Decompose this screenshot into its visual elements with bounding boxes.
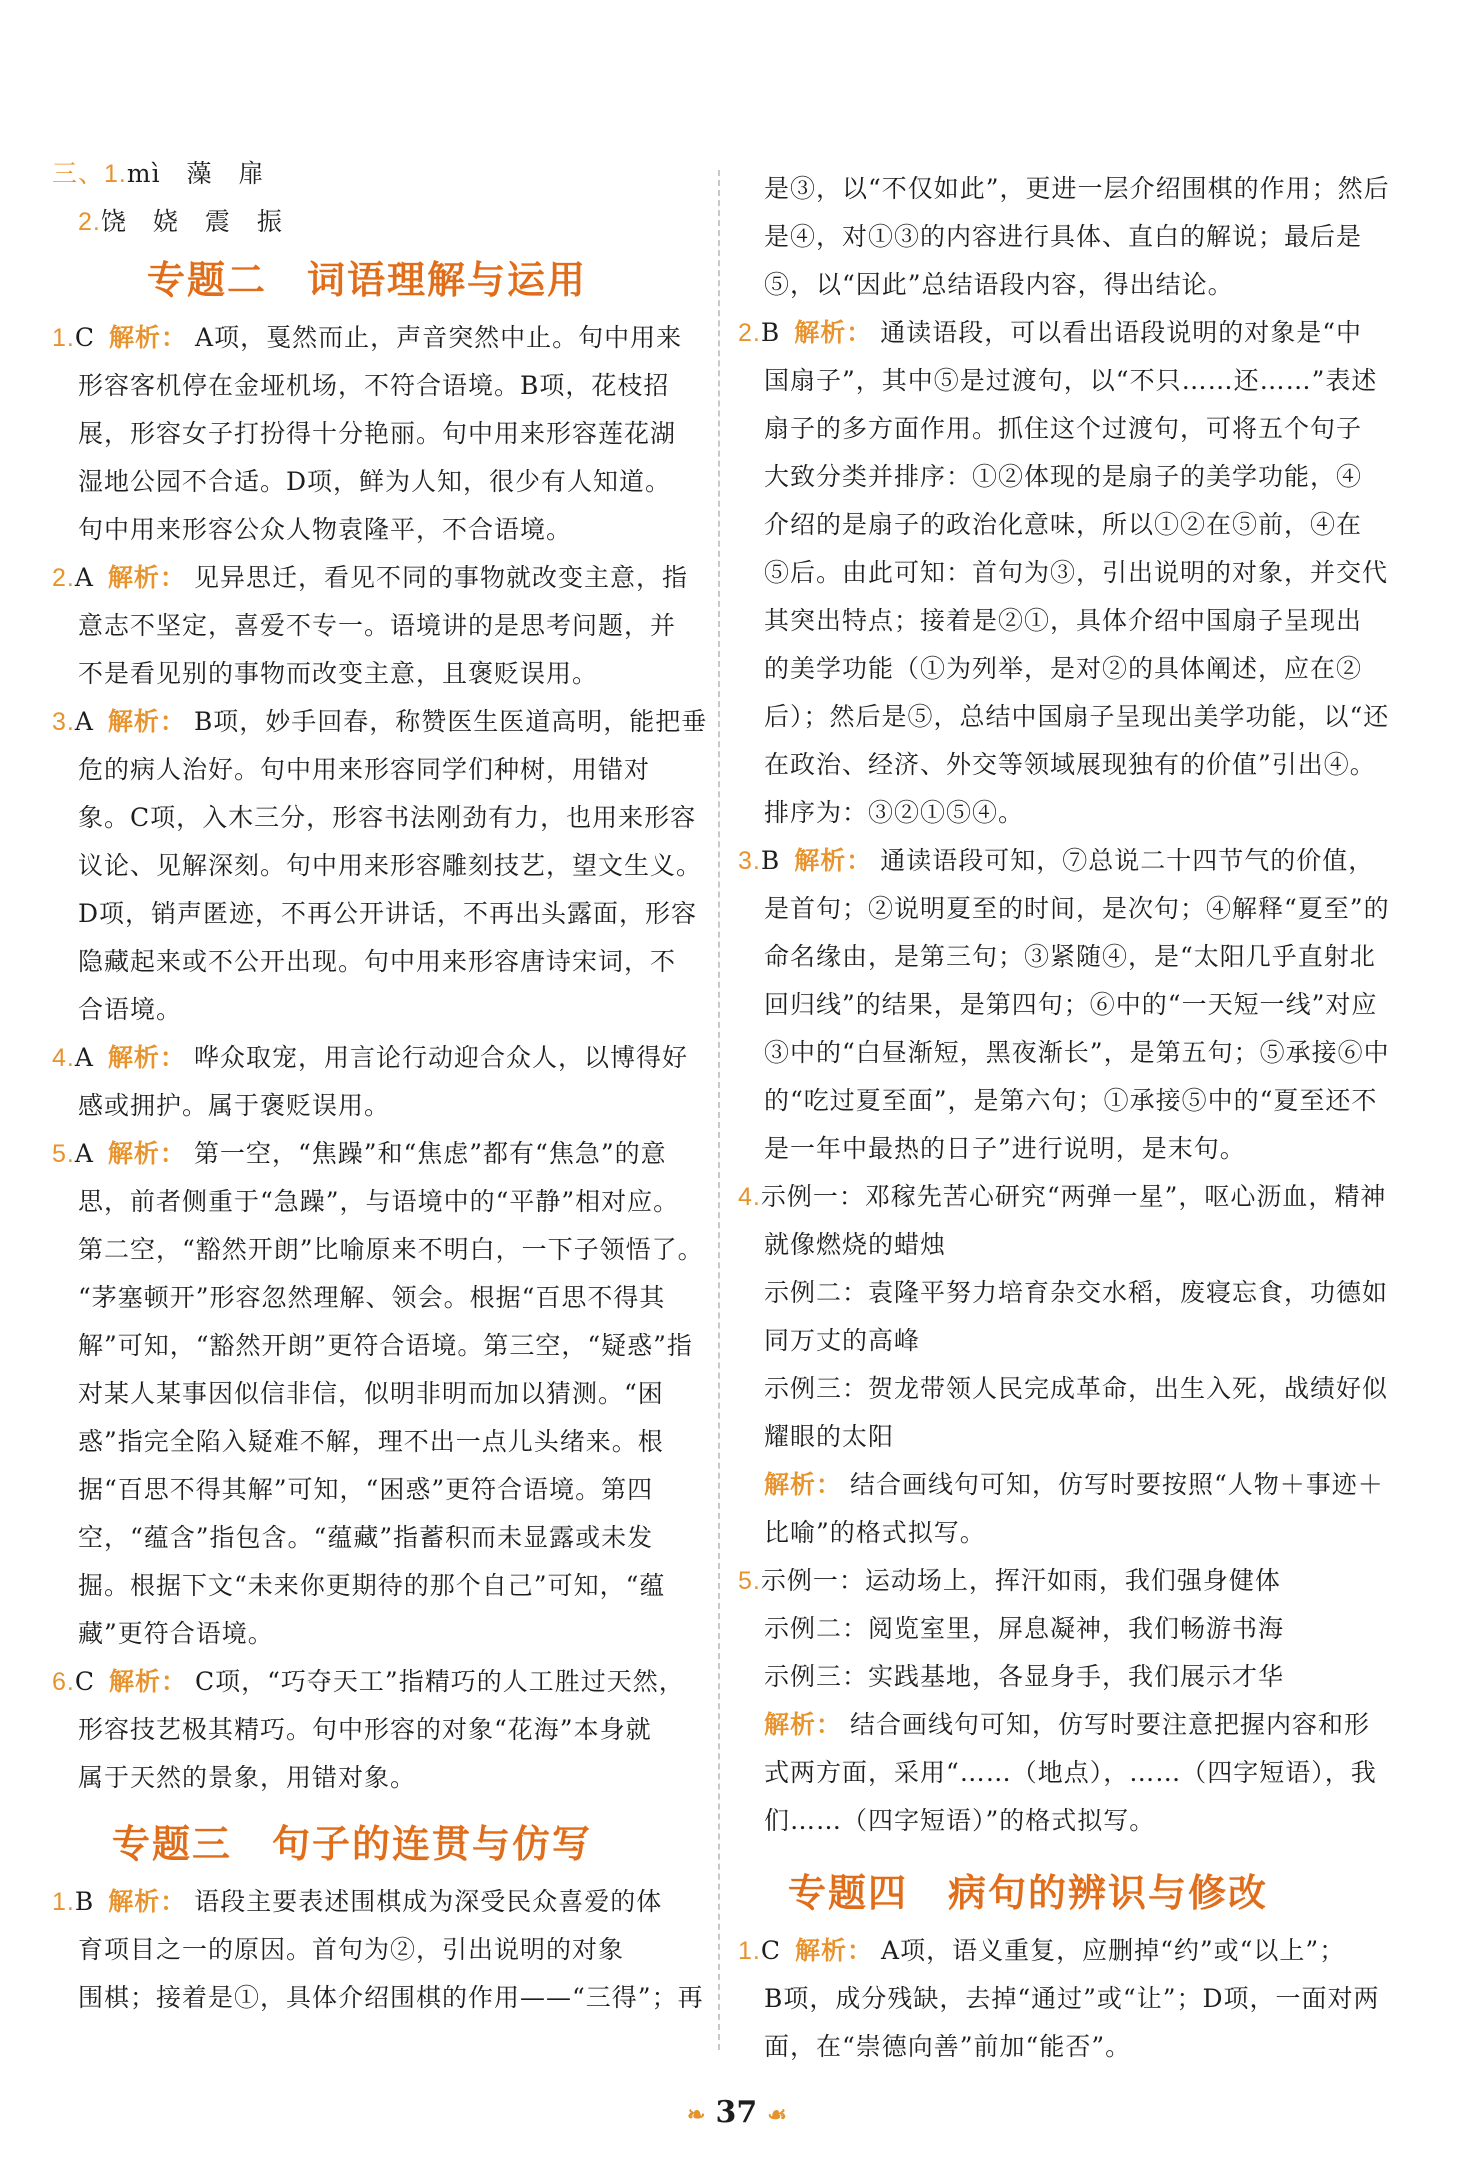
left-column bbox=[52, 150, 708, 2022]
section-heading-2: 专题二 词语理解与运用 bbox=[147, 258, 588, 302]
answer-item: 6.C 解析： C项，“巧夺天工”指精巧的人工胜过天然， 形容技艺极其精巧。句中形容的对象“花海”本身就 属于天然的景象，用错对象。 bbox=[52, 1667, 685, 1792]
answer-item: 3.B 解析： 通读语段可知，⑦总说二十四节气的价值， 是首句；②说明夏至的时间，是次句；④解释“夏至”的 命名缘由，是第三句；③紧随④，是“太阳几乎直射北 回归线”的结果，是第四句；⑥中的“一天短一线”对应 ③中的“白昼渐短，黑夜渐长”，是第五句；⑤承接⑥中 的“吃过夏至面”，是第六句；①承接⑤中的“夏至还不 是一年中最热的日子”进行说明，是末句。 bbox=[738, 846, 1390, 1163]
analysis-label: 解析： bbox=[107, 1044, 186, 1072]
analysis-label: 解析： bbox=[107, 708, 186, 736]
right-column: 是③，以“不仅如此”，更进一层介绍围棋的作用；然后 是④，对①③的内容进行具体、直白的解说；最后是 ⑤，以“因此”总结语段内容，得出结论。 2.B 解析： 通读语段，可以看出语段说明的对象是“中 国扇子”，其中⑤是过渡句，以“不只……还……”表述 扇子的多方面作用。抓住这个过渡句，可将五个句子 大致分类并排序：①②体现的是扇子的美学功能，④ 介绍的是扇子的政治化意味，所以①②在⑤前，④在 ⑤后。由此可知：首句为③，引出说明的对象，并交代 其突出特点；接着是②①，具体介绍中国扇子呈现出 的美学功能（①为列举，是对②的具体阐述，应在② 后）；然后是⑤，总结中国扇子呈现出美学功能，以“还 在政治、经济、外交等领域展现独有的价值”引出④。 排序为：③②①⑤④。 3.B 解析： 通读语段可知，⑦总说二十四节气的价值， 是首句；②说明夏至的时间，是次句；④解释“夏至”的 命名缘由，是第三句；③紧随④，是“太阳几乎直射北 回归线”的结果，是第四句；⑥中的“一天短一线”对应 ③中的“白昼渐短，黑夜渐长”，是第五句；⑤承接⑥中 的“吃过夏至面”，是第六句；①承接⑤中的“夏至还不 是一年中最热的日子”进行说明，是末句。 4.示例一：邓稼先苦心研究“两弹一星”，呕心沥血，精神 就像燃烧的蜡烛 示例二：袁隆平努力培育杂交水稻，废寝忘食，功德如 同万丈的高峰 示例三：贺龙带领人民完成革命，出生入死，战绩好似 耀眼的太阳 解析： 结合画线句可知，仿写时要按照“人物＋事迹＋ 比喻”的格式拟写。 5.示例一：运动场上，挥汗如雨，我们强身健体 示例二：阅览室里，屏息凝神，我们畅游书海 示例三：实践基地，各显身手，我们展示才华 解析： 结合画线句可知，仿写时要注意把握内容和形 式两方面，采用“……（地点），……（四字短语），我 们……（四字短语）”的格式拟写。 专题四 病句的辨识与修改 1.C 解析： A项，语义重复，应删掉“约”或“以上”； B项，成分残缺，去掉“通过”或“让”；D项，一面对两 面，在“崇德向善”前加“能否”。 bbox=[738, 165, 1378, 2071]
ornament-icon: ❧ bbox=[687, 2102, 706, 2128]
analysis-label: 解析： bbox=[795, 1937, 874, 1965]
answer-item: 5.A 解析： 第一空，“焦躁”和“焦虑”都有“焦急”的意 思，前者侧重于“急躁”，与语境中的“平静”相对应。 第二空，“豁然开朗”比喻原来不明白，一下子领悟了。 “茅塞顿开”形容忽然理解、领会。根据“百思不得其 解”可知，“豁然开朗”更符合语境。第三空，“疑惑”指 对某人某事因似信非信，似明非明而加以猜测。“困 惑”指完全陷入疑难不解，理不出一点儿头绪来。根 据“百思不得其解”可知，“困惑”更符合语境。第四 空，“蕴含”指包含。“蕴藏”指蓄积而未显露或未发 掘。根据下文“未来你更期待的那个自己”可知，“蕴 藏”更符合语境。 bbox=[52, 1139, 704, 1648]
answer-item: 3.A 解析： B项，妙手回春，称赞医生医道高明，能把垂 危的病人治好。句中用来形容同学们种树，用错对 象。C项，入木三分，形容书法刚劲有力，也用来形容 议论、见解深刻。句中用来形容雕刻技艺，望文生义。 D项，销声匿迹，不再公开讲话，不再出头露面，形容 隐藏起来或不公开出现。句中用来形容唐诗宋词，不 合语境。 bbox=[52, 707, 708, 1024]
list-item: 三、1.mì 藻 扉 bbox=[52, 159, 265, 188]
answer-item: 4.A 解析： 哗众取宠，用言论行动迎合众人，以博得好 感或拥护。属于褒贬误用。 bbox=[52, 1043, 688, 1120]
analysis-label: 解析： bbox=[107, 564, 186, 592]
section-heading-3: 专题三 句子的连贯与仿写 bbox=[112, 1822, 593, 1866]
analysis-label: 解析： bbox=[109, 1668, 188, 1696]
analysis-label: 解析： bbox=[764, 1471, 843, 1499]
answer-item: 1.C 解析： A项，戛然而止，声音突然中止。句中用来 形容客机停在金垭机场，不符合语境。B项，花枝招 展，形容女子打扮得十分艳丽。句中用来形容莲花湖 湿地公园不合适。D项，鲜为人知，很少有人知道。 句中用来形容公众人物袁隆平，不合语境。 bbox=[52, 323, 683, 544]
analysis-label: 解析： bbox=[108, 1888, 187, 1916]
analysis-label: 解析： bbox=[794, 847, 873, 875]
answer-item: 1.B 解析： 语段主要表述围棋成为深受民众喜爱的体 育项目之一的原因。首句为②，引出说明的对象 围棋；接着是①，具体介绍围棋的作用——“三得”；再 bbox=[52, 1887, 704, 2012]
analysis-label: 解析： bbox=[109, 324, 188, 352]
analysis-label: 解析： bbox=[794, 319, 873, 347]
answer-item: 5.示例一：运动场上，挥汗如雨，我们强身健体 示例二：阅览室里，屏息凝神，我们畅游书海 示例三：实践基地，各显身手，我们展示才华 解析： 结合画线句可知，仿写时要注意把握内容和形 式两方面，采用“……（地点），……（四字短语），我 们……（四字短语）”的格式拟写。 bbox=[738, 1566, 1377, 1835]
page-number: 37 bbox=[715, 2095, 758, 2130]
answer-item: 2.B 解析： 通读语段，可以看出语段说明的对象是“中 国扇子”，其中⑤是过渡句，以“不只……还……”表述 扇子的多方面作用。抓住这个过渡句，可将五个句子 大致分类并排序：①②体现的是扇子的美学功能，④ 介绍的是扇子的政治化意味，所以①②在⑤前，④在 ⑤后。由此可知：首句为③，引出说明的对象，并交代 其突出特点；接着是②①，具体介绍中国扇子呈现出 的美学功能（①为列举，是对②的具体阐述，应在② 后）；然后是⑤，总结中国扇子呈现出美学功能，以“还 在政治、经济、外交等领域展现独有的价值”引出④。 排序为：③②①⑤④。 bbox=[738, 318, 1390, 827]
analysis-label: 解析： bbox=[764, 1711, 843, 1739]
answer-item: 1.C 解析： A项，语义重复，应删掉“约”或“以上”； B项，成分残缺，去掉“通过”或“让”；D项，一面对两 面，在“崇德向善”前加“能否”。 bbox=[738, 1936, 1380, 2061]
section-heading-4: 专题四 病句的辨识与修改 bbox=[788, 1871, 1269, 1915]
analysis-label: 解析： bbox=[107, 1140, 186, 1168]
answer-item: 4.示例一：邓稼先苦心研究“两弹一星”，呕心沥血，精神 就像燃烧的蜡烛 示例二：袁隆平努力培育杂交水稻，废寝忘食，功德如 同万丈的高峰 示例三：贺龙带领人民完成革命，出生入死，战绩好似 耀眼的太阳 解析： 结合画线句可知，仿写时要按照“人物＋事迹＋ 比喻”的格式拟写。 bbox=[738, 1182, 1389, 1547]
page-footer bbox=[0, 2095, 1474, 2130]
answer-item: 2.A 解析： 见异思迁，看见不同的事物就改变主意，指 意志不坚定，喜爱不专一。语境讲的是思考问题，并 不是看见别的事物而改变主意，且褒贬误用。 bbox=[52, 563, 688, 688]
column-divider bbox=[718, 170, 720, 2050]
ornament-icon: ☙ bbox=[767, 2102, 787, 2128]
list-item: 2.饶 娆 震 振 bbox=[78, 207, 283, 236]
